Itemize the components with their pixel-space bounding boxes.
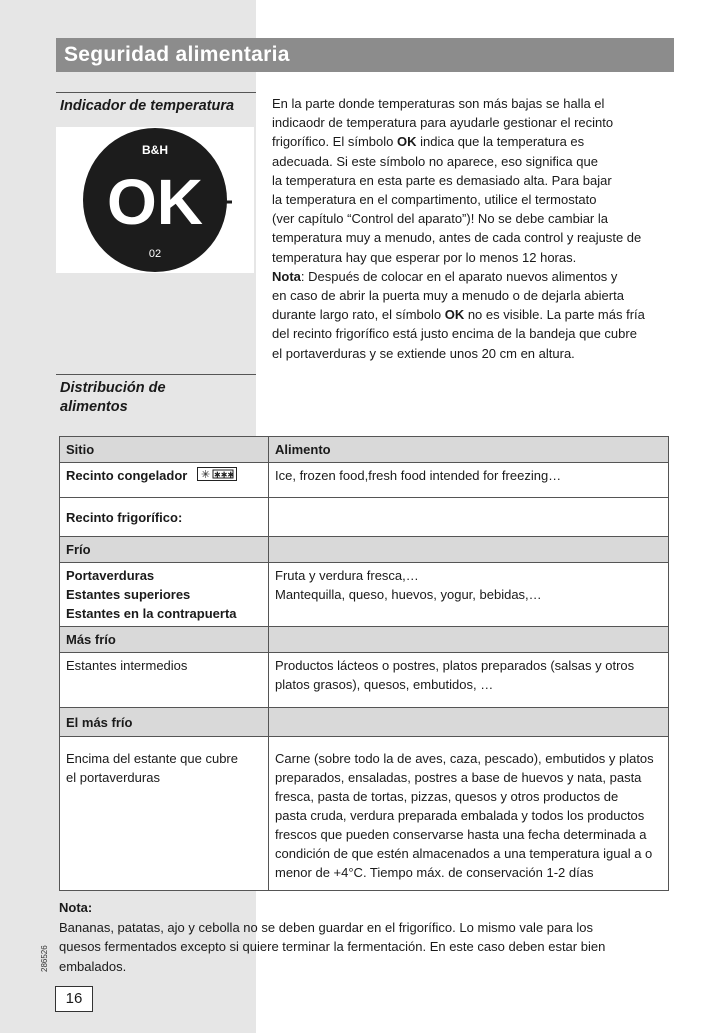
svg-text:✱✱✱: ✱✱✱ — [213, 470, 235, 480]
body-line: frigorífico. El símbolo OK indica que la temperatura es — [272, 134, 585, 150]
table-row — [60, 563, 669, 627]
body-line: la temperatura en el compartimento, utilice el termostato — [272, 192, 597, 208]
svg-text:✳: ✳ — [200, 468, 211, 482]
table-group-row — [60, 627, 669, 653]
table-cell-food — [269, 627, 669, 653]
body-line: (ver capítulo “Control del aparato”)! No se debe cambiar la — [272, 211, 608, 227]
table-cell-site: Estantes intermedios — [60, 653, 269, 708]
indicator-number-text: 02 — [148, 248, 162, 260]
note-line: quesos fermentados excepto si quiere terminar la fermentación. En este caso deben estar bien — [59, 939, 606, 954]
table-row — [60, 737, 669, 891]
body-line: en caso de abrir la puerta muy a menudo o de dejarla abierta — [272, 288, 624, 304]
body-line: En la parte donde temperaturas son más bajas se halla el — [272, 96, 605, 111]
zone-label-colder: Más frío — [60, 627, 269, 653]
table-cell-site: Recinto congelador ✳ ✱✱✱ — [60, 463, 269, 498]
note-line: Bananas, patatas, ajo y cebolla no se deben guardar en el frigorífico. Lo mismo vale para los — [59, 919, 594, 935]
table-group-row — [60, 537, 669, 563]
body-line: la temperatura en esta parte es demasiado alta. Para bajar — [272, 172, 612, 188]
table-cell-food — [269, 708, 669, 737]
table-group-row — [60, 708, 669, 737]
column-header-food: Alimento — [269, 437, 669, 463]
note-title: Nota: — [59, 900, 93, 915]
table-row — [60, 653, 669, 708]
note-line: embalados. — [59, 958, 127, 974]
indicator-ok-text: OK — [107, 166, 203, 238]
storage-note — [59, 898, 679, 976]
zone-label-cold: Frío — [60, 537, 269, 563]
table-cell-site: Recinto frigorífico: — [60, 498, 269, 537]
page-title: Seguridad alimentaria — [56, 38, 674, 72]
body-line: Nota: Después de colocar en el aparato nuevos alimentos y — [272, 268, 618, 284]
section-heading-temperature-indicator: Indicador de temperatura — [56, 92, 256, 116]
table-header-row — [60, 437, 669, 463]
section-heading-food-distribution: Distribución de alimentos — [56, 374, 256, 417]
table-cell-food: Ice, frozen food,fresh food intended for freezing… — [269, 463, 669, 498]
freezer-star-icon — [197, 467, 237, 486]
table-cell-food — [269, 498, 669, 537]
table-cell-food: Carne (sobre todo la de aves, caza, pescado), embutidos y platos preparados, ensaladas, postres a base de huevos y nata, pasta fresca, pasta de tortas, pizzas, quesos y otros productos de pasta cruda, verdura preparada embalada y todos los productos frescos que pueden conservarse hasta una fecha determinada a condición de que estén almacenados a una temperatura igual a o menor de +4°C. Tiempo máx. de conservación 1-2 días — [269, 737, 669, 891]
page-number: 16 — [55, 986, 93, 1012]
table-cell-food: Productos lácteos o postres, platos preparados (salsas y otros platos grasos), quesos, embutidos, … — [269, 653, 669, 708]
body-line: del recinto frigorífico está justo encima de la bandeja que cubre — [272, 326, 637, 342]
body-line: adecuada. Si este símbolo no aparece, eso significa que — [272, 153, 598, 169]
body-line: temperatura hay que esperar por lo menos 12 horas. — [272, 249, 577, 265]
body-line: el portaverduras y se extiende unos 20 cm en altura. — [272, 345, 575, 361]
body-line: durante largo rato, el símbolo OK no es visible. La parte más fría — [272, 307, 645, 323]
zone-label-coldest: El más frío — [60, 708, 269, 737]
indicator-brand-text: B&H — [142, 143, 168, 157]
table-row — [60, 498, 669, 537]
table-row — [60, 463, 669, 498]
food-distribution-table — [59, 436, 669, 891]
table-cell-food — [269, 537, 669, 563]
document-code: 286526 — [40, 945, 49, 972]
body-line: indicaodr de temperatura para ayudarle gestionar el recinto — [272, 115, 614, 131]
body-line: temperatura muy a menudo, antes de cada control y reajuste de — [272, 230, 642, 246]
temperature-description — [272, 94, 674, 363]
table-cell-site: Encima del estante que cubre el portaverduras — [60, 737, 269, 891]
table-cell-site: Portaverduras Estantes superiores Estantes en la contrapuerta — [60, 563, 269, 627]
ok-temperature-indicator-icon — [56, 127, 254, 273]
column-header-site: Sitio — [60, 437, 269, 463]
table-cell-food: Fruta y verdura fresca,… Mantequilla, queso, huevos, yogur, bebidas,… — [269, 563, 669, 627]
